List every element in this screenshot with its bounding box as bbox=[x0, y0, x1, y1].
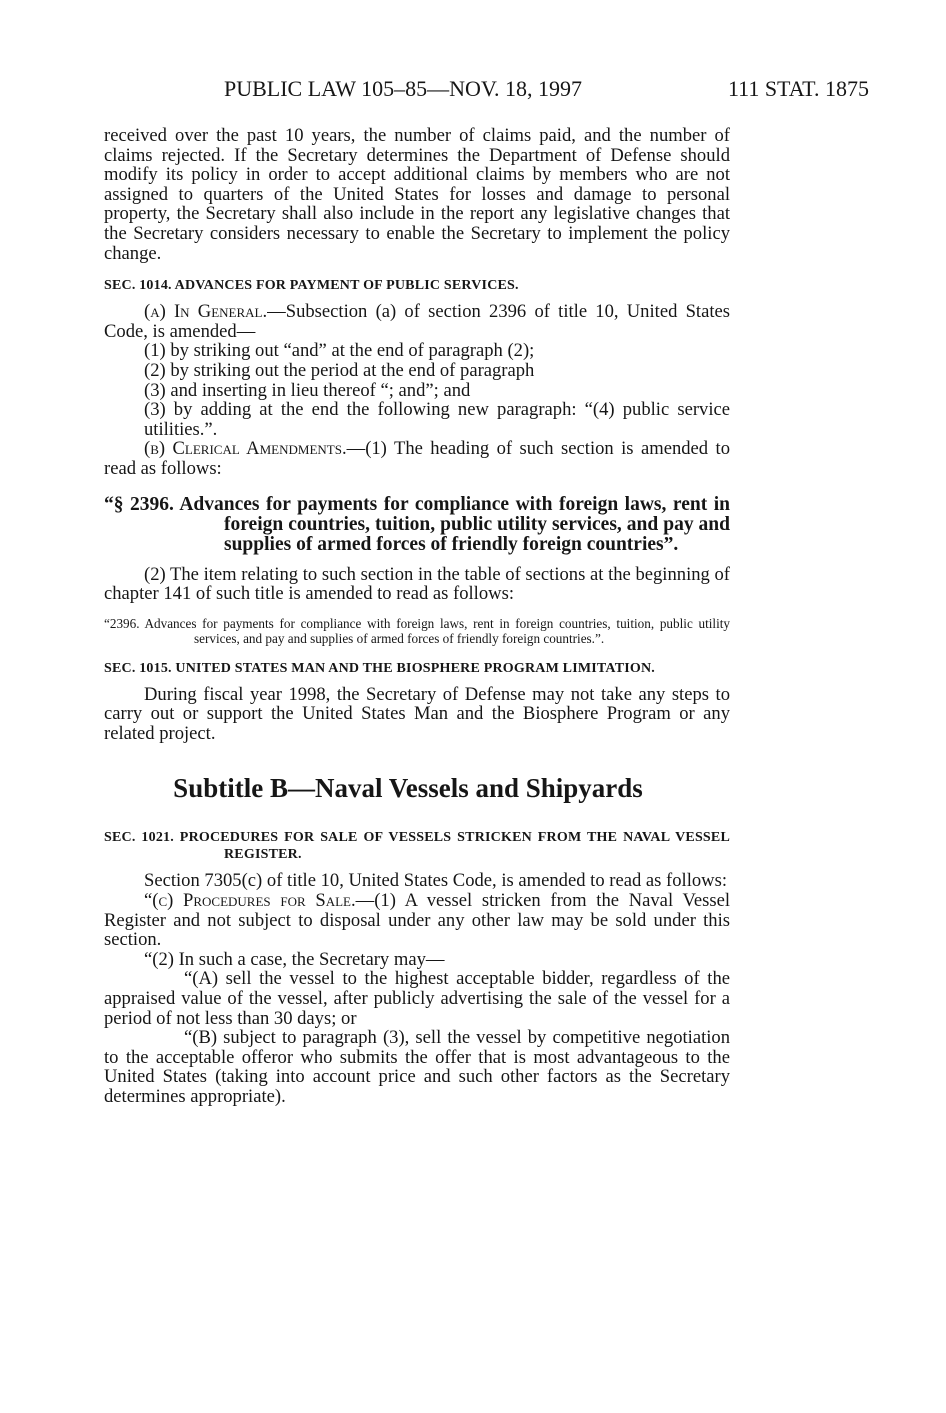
document-body bbox=[104, 126, 730, 1107]
subsection-c-label: “(c) Procedures for Sale. bbox=[144, 890, 356, 912]
new-section-heading-2396: “§ 2396. Advances for payments for compliance with foreign laws, rent in foreign countries, tuition, public utility services, and pay and supplies of armed forces of friendly foreign countries”. bbox=[104, 493, 730, 555]
amendment-item-3: (3) by adding at the end the following new paragraph: “(4) public service utilities.”. bbox=[144, 399, 730, 440]
section-1015-text: During fiscal year 1998, the Secretary of Defense may not take any steps to carry out or support the United States Man and the Biosphere Program or any related project. bbox=[104, 683, 730, 744]
section-heading-1015: SEC. 1015. UNITED STATES MAN AND THE BIOSPHERE PROGRAM LIMITATION. bbox=[104, 660, 655, 676]
paragraph-c-2: “(2) In such a case, the Secretary may— bbox=[144, 948, 445, 970]
subsection-b-label: (b) Clerical Amendments. bbox=[144, 438, 347, 460]
section-heading-1021: SEC. 1021. PROCEDURES FOR SALE OF VESSELS STRICKEN FROM THE NAVAL VESSEL REGISTER. bbox=[104, 830, 730, 863]
document-page bbox=[104, 0, 869, 1413]
subsection-a-text: —Subsection (a) of section 2396 of title 10, United States Code, is amended— bbox=[104, 301, 731, 342]
section-1021-intro: Section 7305(c) of title 10, United States Code, is amended to read as follows: bbox=[144, 870, 727, 892]
page-number: 111 STAT. 1875 bbox=[727, 76, 869, 101]
subsection-c bbox=[104, 891, 730, 950]
amendment-item-2-rest: (3) and inserting in lieu thereof “; and”; and bbox=[144, 379, 471, 401]
paragraph-2: (2) The item relating to such section in the table of sections at the beginning of chapter 141 of such title is amended to read as follows: bbox=[104, 563, 730, 605]
running-header bbox=[104, 76, 869, 106]
subtitle-heading: Subtitle B—Naval Vessels and Shipyards bbox=[173, 773, 643, 804]
subsection-c-text: —(1) A vessel stricken from the Naval Vessel Register and not subject to disposal under any other law may be sold under this section. bbox=[104, 890, 730, 951]
amendment-item-2-first: (2) by striking out the period at the end of paragraph bbox=[144, 359, 535, 381]
subsection-a-label: (a) In General. bbox=[144, 301, 268, 323]
subsection-b bbox=[104, 439, 730, 478]
header-title: PUBLIC LAW 105–85—NOV. 18, 1997 bbox=[224, 76, 582, 101]
section-heading-1014: SEC. 1014. ADVANCES FOR PAYMENT OF PUBLIC SERVICES. bbox=[104, 278, 519, 294]
subsection-b-text: —(1) The heading of such section is amended to read as follows: bbox=[104, 438, 730, 479]
subparagraph-A: “(A) sell the vessel to the highest acceptable bidder, regardless of the appraised value of the vessel, after publicly advertising the sale of the vessel for a period of not less than 30 days; or bbox=[104, 968, 730, 1029]
subparagraph-B: “(B) subject to paragraph (3), sell the vessel by competitive negotiation to the acceptable offeror who submits the offer that is most advantageous to the United States (taking into account price and such other factors as the Secretary determines appropriate). bbox=[104, 1027, 730, 1107]
continuation-paragraph: received over the past 10 years, the number of claims paid, and the number of claims rejected. If the Secretary determines the Department of Defense should modify its policy in order to accept additional claims by members who are not assigned to quarters of the United States for losses and damage to personal property, the Secretary shall also include in the report any legislative changes that the Secretary considers necessary to enable the Secretary to implement the policy change. bbox=[104, 125, 730, 264]
subsection-a bbox=[104, 302, 730, 341]
amendment-item-1: (1) by striking out “and” at the end of paragraph (2); bbox=[144, 340, 535, 362]
table-of-sections-item: “2396. Advances for payments for compliance with foreign laws, rent in foreign countries, tuition, public utility services, and pay and supplies of armed forces of friendly foreign countries.”. bbox=[104, 615, 730, 646]
